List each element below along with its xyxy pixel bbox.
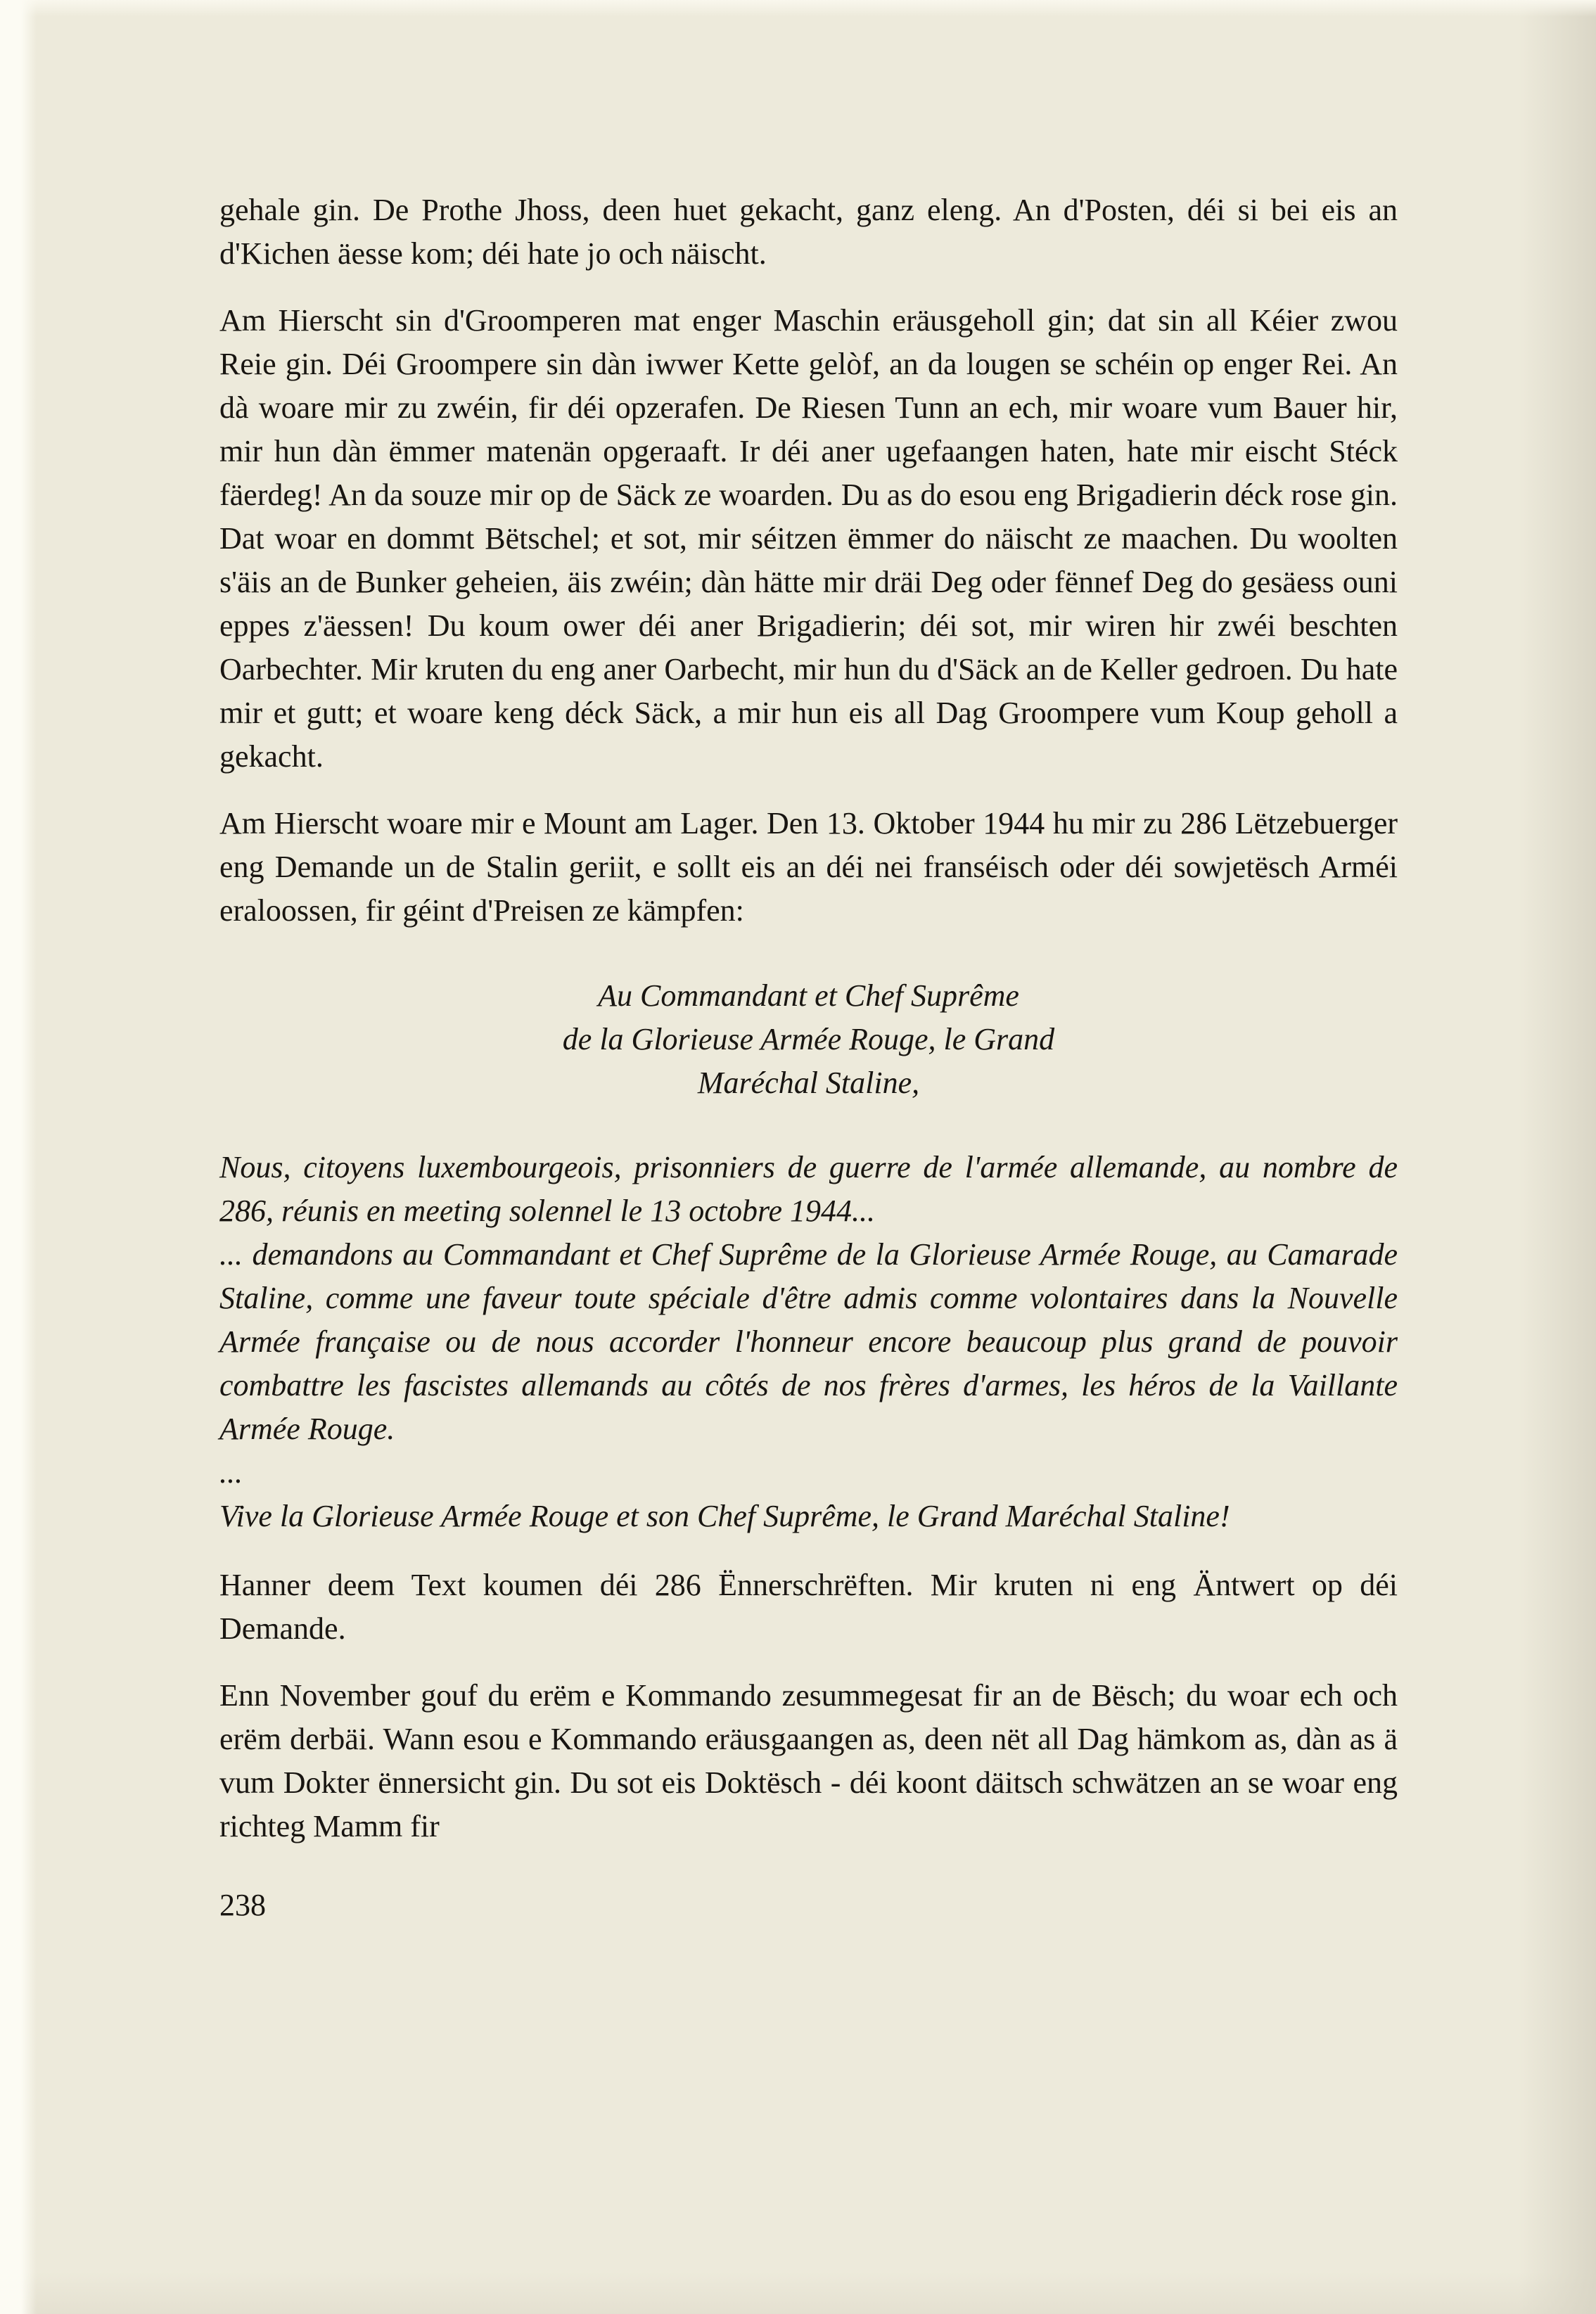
- paragraph-demande-intro: Am Hierscht woare mir e Mount am Lager. Den 13. Oktober 1944 hu mir zu 286 Lëtzebuerger eng Demande un de Stalin geriit, e sollt eis an déi nei franséisch oder déi sowjetësch Arméi eraloossen, fir géint d'Preisen ze kämpfen:: [219, 806, 1398, 928]
- letter-paragraph: Nous, citoyens luxembourgeois, prisonniers de guerre de l'armée allemande, au nombre de 286, réunis en meeting solennel le 13 octobre 1944...: [219, 1149, 1398, 1228]
- letter-body: [219, 1146, 1398, 1538]
- paragraph-continued: gehale gin. De Prothe Jhoss, deen huet gekacht, ganz eleng. An d'Posten, déi si bei eis an d'Kichen äesse kom; déi hate jo och näischt.: [219, 193, 1398, 271]
- letter-paragraph: Vive la Glorieuse Armée Rouge et son Chef Suprême, le Grand Maréchal Staline!: [219, 1498, 1230, 1533]
- paragraph-signatures: Hanner deem Text koumen déi 286 Ënnerschrëften. Mir kruten ni eng Äntwert op déi Demande.: [219, 1567, 1398, 1646]
- letter-address-line: de la Glorieuse Armée Rouge, le Grand: [562, 1021, 1055, 1056]
- letter-address-block: [219, 974, 1398, 1105]
- letter-ellipsis-line: ...: [219, 1455, 243, 1490]
- page-number: 238: [219, 1888, 266, 1923]
- letter-paragraph: ... demandons au Commandant et Chef Suprême de la Glorieuse Armée Rouge, au Camarade Staline, comme une faveur toute spéciale d'être admis comme volontaires dans la Nouvelle Armée française ou de nous accorder l'honneur encore beaucoup plus grand de pouvoir combattre les fascistes allemands au côtés de nos frères d'armes, les héros de la Vaillante Armée Rouge.: [219, 1236, 1398, 1446]
- paragraph-harvest: Am Hierscht sin d'Groomperen mat enger Maschin eräusgeholl gin; dat sin all Kéier zwou Reie gin. Déi Groompere sin dàn iwwer Kette gelòf, an da lougen se schéin op enger Rei. An dà woare mir zu zwéin, fir déi opzerafen. De Riesen Tunn an ech, mir woare vum Bauer hir, mir hun dàn ëmmer matenän opgeraaft. Ir déi aner ugefaangen haten, hate mir eischt Stéck fäerdeg! An da souze mir op de Säck ze woarden. Du as do esou eng Brigadierin déck rose gin. Dat woar en dommt Bëtschel; et sot, mir séitzen ëmmer do näischt ze maachen. Du woolten s'äis an de Bunker geheien, äis zwéin; dàn hätte mir dräi Deg oder fënnef Deg do gesäess ouni eppes z'äessen! Du koum ower déi aner Brigadierin; déi sot, mir wiren hir zwéi beschten Oarbechter. Mir kruten du eng aner Oarbecht, mir hun du d'Säck an de Keller gedroen. Du hate mir et gutt; et woare keng déck Säck, a mir hun eis all Dag Groompere vum Koup geholl a gekacht.: [219, 303, 1398, 774]
- paragraph-november: Enn November gouf du erëm e Kommando zesummegesat fir an de Bësch; du woar ech och erëm derbäi. Wann esou e Kommando eräusgaangen as, deen nët all Dag hämkom as, dàn as ä vum Dokter ënnersicht gin. Du sot eis Doktësch - déi koont däitsch schwätzen an se woar eng richteg Mamm fir: [219, 1677, 1398, 1844]
- letter-address-line: Au Commandant et Chef Suprême: [598, 978, 1019, 1013]
- letter-address-line: Maréchal Staline,: [697, 1065, 920, 1100]
